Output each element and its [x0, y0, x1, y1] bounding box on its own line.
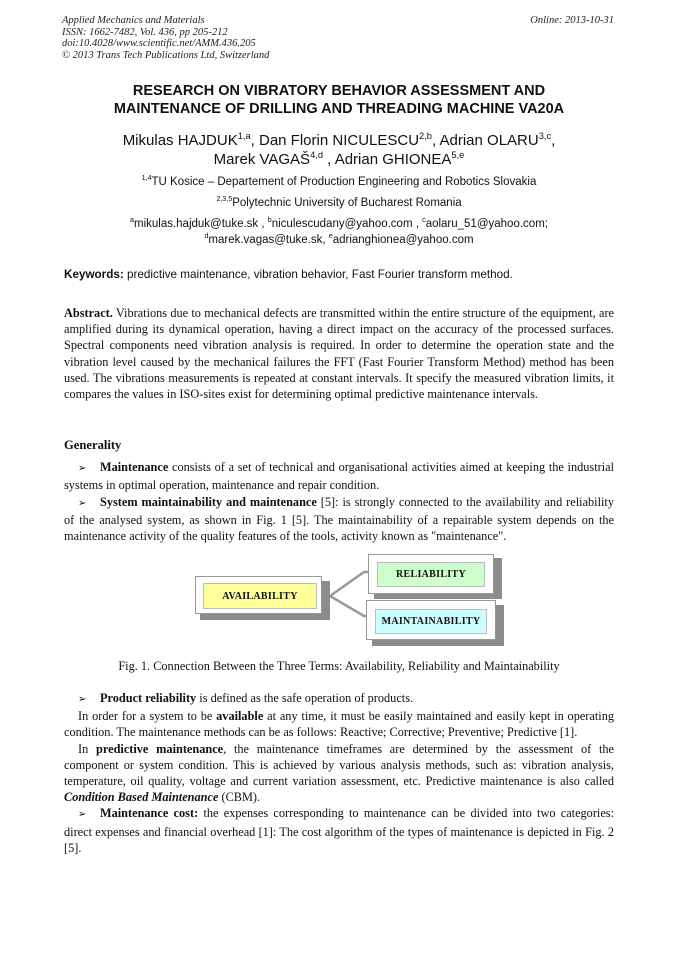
email-c: aolaru_51@yahoo.com;	[425, 218, 548, 230]
author-sup: 4,d	[310, 150, 323, 160]
author-sup: 1,a	[237, 131, 251, 141]
author-name: Adrian GHIONEA	[334, 151, 452, 168]
affiliation-text: Polytechnic University of Bucharest Romania	[232, 197, 462, 209]
bullet-bold: System maintainability and maintenance	[100, 494, 317, 509]
keywords-text: predictive maintenance, vibration behavior, Fast Fourier transform method.	[123, 268, 513, 281]
connector-line	[330, 572, 372, 596]
affiliation-sup: 1,4	[141, 174, 152, 183]
author-name: Mikulas HAJDUK	[122, 132, 238, 149]
paragraph-bold: available	[216, 709, 264, 724]
bullet-bold: Product reliability	[100, 691, 197, 705]
bullet-text: consists of a set of technical and organisational activities aimed at keeping the industrial systems in optimal operation, maintenance and repair condition.	[64, 460, 614, 493]
email-sup: b	[267, 216, 272, 225]
email-b: niculescudany@yahoo.com ,	[271, 218, 423, 230]
online-date: Online: 2013-10-31	[530, 15, 614, 26]
arrow-bullet-icon: ➢	[78, 497, 87, 509]
email-d: marek.vagas@tuke.sk,	[208, 234, 329, 246]
reliability-section	[64, 690, 614, 856]
author-name: Dan Florin NICULESCU	[259, 132, 420, 149]
email-sup: d	[204, 232, 209, 241]
affiliation-sup: 2,3,5	[216, 195, 233, 204]
email-sup: e	[328, 232, 333, 241]
availability-box	[195, 576, 322, 614]
abstract-label: Abstract.	[64, 306, 113, 320]
availability-label: AVAILABILITY	[203, 583, 317, 609]
arrow-bullet-icon: ➢	[78, 463, 87, 475]
keywords-label: Keywords:	[64, 268, 124, 281]
title-line-2: MAINTENANCE OF DRILLING AND THREADING MACHINE VA20A	[113, 101, 565, 117]
paragraph-bold-italic: Condition Based Maintenance	[64, 790, 219, 805]
email-e: adrianghionea@yahoo.com	[332, 234, 474, 246]
reliability-box	[368, 554, 494, 594]
bullet-text: is defined as the safe operation of products.	[196, 691, 414, 705]
maintainability-label: MAINTAINABILITY	[375, 609, 487, 634]
paragraph-text: , the maintenance timeframes are determined by the assessment of the component or system condition. This is achieved by various analysis methods, such as: vibration analysis, temperature, oil quality, voltage and current variation assessment, etc. Predictive maintenance is also called	[64, 741, 614, 789]
author-sup: 2,b	[419, 131, 432, 141]
paragraph-bold: predictive maintenance	[96, 741, 224, 756]
bullet-product-reliability	[64, 690, 614, 708]
paragraph-text: at any time, it must be easily maintained and easily kept in operating condition. The maintenance methods can be as follows: Reactive; Corrective; Preventive; Predictive [1].	[64, 709, 614, 740]
bullet-bold: Maintenance	[100, 460, 169, 475]
paragraph-text: In order for a system to be	[78, 709, 217, 724]
issn-line: ISSN: 1662-7482, Vol. 436, pp 205-212	[62, 26, 228, 38]
author-sup: 3,c	[538, 131, 552, 141]
paragraph-text: (CBM).	[218, 790, 261, 805]
figure-caption: Fig. 1. Connection Between the Three Terms: Availability, Reliability and Maintainability	[118, 659, 560, 673]
author-name: Adrian OLARU	[439, 132, 539, 149]
email-sup: a	[130, 216, 134, 225]
title-line-1: RESEARCH ON VIBRATORY BEHAVIOR ASSESSMENT AND	[132, 83, 546, 99]
paragraph-predictive	[64, 741, 614, 806]
author-separator: ,	[250, 132, 259, 149]
doi-line: doi:10.4028/www.scientific.net/AMM.436.205	[62, 38, 256, 49]
paragraph-availability	[64, 708, 614, 740]
bullet-bold: Maintenance cost:	[100, 806, 199, 821]
email-a: mikulas.hajduk@tuke.sk ,	[133, 218, 268, 230]
journal-name: Applied Mechanics and Materials	[62, 15, 205, 26]
arrow-bullet-icon: ➢	[78, 809, 87, 821]
bullet-text: the expenses corresponding to maintenance can be divided into two categories: direct expenses and financial overhead [1]: The cost algorithm of the types of maintenance is depicted in Fig. 2 [5].	[64, 806, 614, 855]
author-separator: ,	[431, 132, 440, 149]
affiliation-text: TU Kosice – Departement of Production Engineering and Robotics Slovakia	[151, 176, 537, 188]
section-heading: Generality	[64, 438, 122, 452]
abstract-text: Vibrations due to mechanical defects are transmitted within the entire structure of the equipment, are amplified during its dynamical operation, having a direct impact on the accuracy of the processed surfaces. Spectral components need vibration analysis is required. In order to determine the operation state and the vibration level caused by the mechanical failures the FFT (Fast Fourier Transform Method) method has been used. The vibrations measurements is repeated at constant intervals. It specify the measured vibration limits, it compares the values in ISO-sites exist for determining optimal predictive maintenance intervals.	[64, 306, 614, 402]
arrow-bullet-icon: ➢	[78, 694, 87, 705]
author-separator: ,	[323, 151, 335, 168]
bullet-text: [5]: is strongly connected to the availability and reliability of the analysed system, as shown in Fig. 1 [5]. The maintainability of a repairable system depends on the maintenance activity of the quality features of the tools, activity known as "maintenance".	[64, 494, 614, 544]
maintainability-box	[366, 600, 496, 640]
bullet-maintenance-cost	[64, 805, 614, 856]
paragraph-text: In	[78, 741, 97, 756]
reliability-label: RELIABILITY	[377, 562, 485, 587]
email-sup: c	[422, 216, 426, 225]
author-sup: 5,e	[451, 150, 465, 160]
author-separator: ,	[551, 132, 556, 149]
author-name: Marek VAGAŠ	[213, 151, 311, 168]
copyright-line: © 2013 Trans Tech Publications Ltd, Switzerland	[62, 49, 270, 61]
